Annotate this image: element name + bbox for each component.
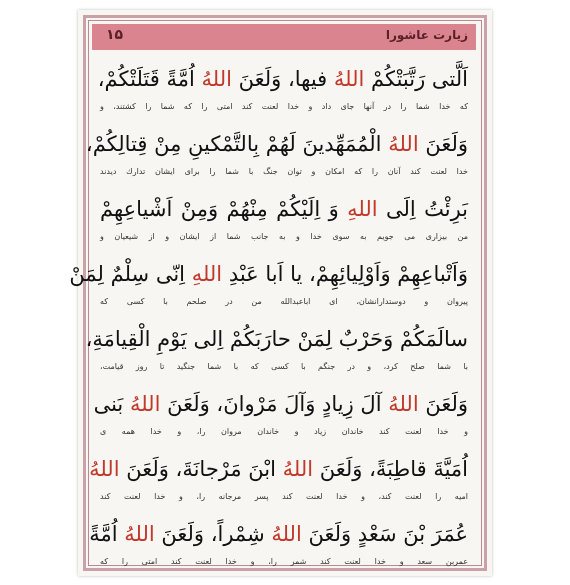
arabic-segment: شِمْراً، وَلَعَنَ (154, 522, 272, 546)
arabic-text (100, 190, 468, 228)
arabic-segment: ابْنَ مَرْجانَةَ، وَلَعَنَ (119, 457, 283, 481)
arabic-text (69, 255, 468, 293)
divine-name-highlight: اللهُ (201, 67, 232, 91)
arabic-segment: اُمَّةً قَتَلَتْكُمْ، (97, 67, 202, 91)
verse-line (93, 379, 470, 444)
arabic-text (97, 60, 468, 98)
persian-translation: با شما صلح كرد، و در جنگم با كسى كه با شما جنگيد تا روز قيامت، (100, 362, 468, 371)
page-number: ۱۵ (106, 27, 124, 43)
arabic-segment: اُمَيَّةَ قاطِبَةً، وَلَعَنَ (313, 457, 468, 481)
persian-translation: من بيزارى مى جويم به سوى خدا و به جانب شما از ايشان و از شيعيان و (100, 232, 468, 241)
verse-line (69, 249, 470, 314)
persian-translation: خدا لعنت كند آنان را كه امكان و توان جنگ با شما را براى ايشان تدارك ديدند (100, 167, 468, 176)
verse-line (98, 184, 470, 249)
arabic-segment: وَلَعَنَ (418, 392, 468, 416)
verse-line (89, 444, 470, 509)
arabic-segment: آلَ زِيادٍ وَآلَ مَرْوانَ، وَلَعَنَ (160, 392, 389, 416)
arabic-text (93, 385, 468, 423)
arabic-text (89, 515, 468, 553)
divine-name-highlight: اللهُ (89, 457, 120, 481)
verse-line (85, 119, 470, 184)
divine-name-highlight: اللهُ (124, 522, 155, 546)
page-header-title: زیارت عاشورا (385, 28, 468, 42)
divine-name-highlight: اللهُ (129, 392, 161, 416)
arabic-segment: الْمُمَهِّدينَ لَهُمْ بِالتَّمْكينِ مِنْ قِتالِكُمْ، (85, 132, 389, 156)
persian-translation: كه خدا شما را در آنها جاى داد و خدا لعنت كند امتى را كه شما را كشتند، و (100, 102, 468, 111)
arabic-segment: بَرِئْتُ اِلَى (377, 197, 468, 221)
divine-name-highlight: اللهُ (388, 392, 419, 416)
persian-translation: پيروان و دوستدارانشان، اى اباعبدالله من در صلحم با كسى كه (100, 297, 468, 306)
prayer-book-page (69, 10, 492, 576)
divine-name-highlight: اللهُ (333, 67, 365, 91)
divine-name-highlight: اللهِ (347, 197, 378, 221)
arabic-segment: وَ اِلَيْكُمْ مِنْهُمْ وَمِنْ اَشْياعِهِمْ (100, 197, 348, 221)
divine-name-highlight: اللهُ (282, 457, 314, 481)
arabic-segment: اِنّى سِلْمٌ لِمَنْ (69, 262, 192, 286)
arabic-segment: اُمَّةً (89, 522, 125, 546)
arabic-text (85, 320, 468, 358)
arabic-segment: فيها، وَلَعَنَ (231, 67, 334, 91)
divine-name-highlight: اللهُ (271, 522, 302, 546)
arabic-segment: عُمَرَ بْنَ سَعْدٍ وَلَعَنَ (301, 522, 468, 546)
divine-name-highlight: اللهُ (388, 132, 419, 156)
arabic-segment: بَنى (93, 392, 130, 416)
persian-translation: و خدا لعنت كند خاندان زياد و خاندان مروان را، و خدا همه ى (100, 427, 468, 436)
arabic-segment: وَلَعَنَ (418, 132, 468, 156)
arabic-segment: سالَمَكُمْ وَحَرْبٌ لِمَنْ حارَبَكُمْ اِلى يَوْمِ الْقِيامَةِ، (85, 327, 468, 351)
verse-line (85, 314, 470, 379)
arabic-text (85, 125, 468, 163)
divine-name-highlight: اللهِ (191, 262, 223, 286)
arabic-segment: اَلَّتى رَتَّبَتْكُمْ (364, 67, 468, 91)
page-header (92, 24, 476, 50)
verse-line (89, 509, 470, 574)
arabic-segment: وَاَتْباعِهِمْ وَاَوْلِيائِهِمْ، يا اَبا عَبْدِ (222, 262, 468, 286)
verse-line (98, 54, 470, 119)
text-lines (69, 54, 470, 574)
persian-translation: اميه را لعنت كند، و خدا لعنت كند پسر مرجانه را، و خدا لعنت كند (100, 492, 468, 501)
arabic-text (89, 450, 468, 488)
persian-translation: عمربن سعد و خدا لعنت كند شمر را، و خدا لعنت كند امتى را كه (100, 557, 468, 566)
